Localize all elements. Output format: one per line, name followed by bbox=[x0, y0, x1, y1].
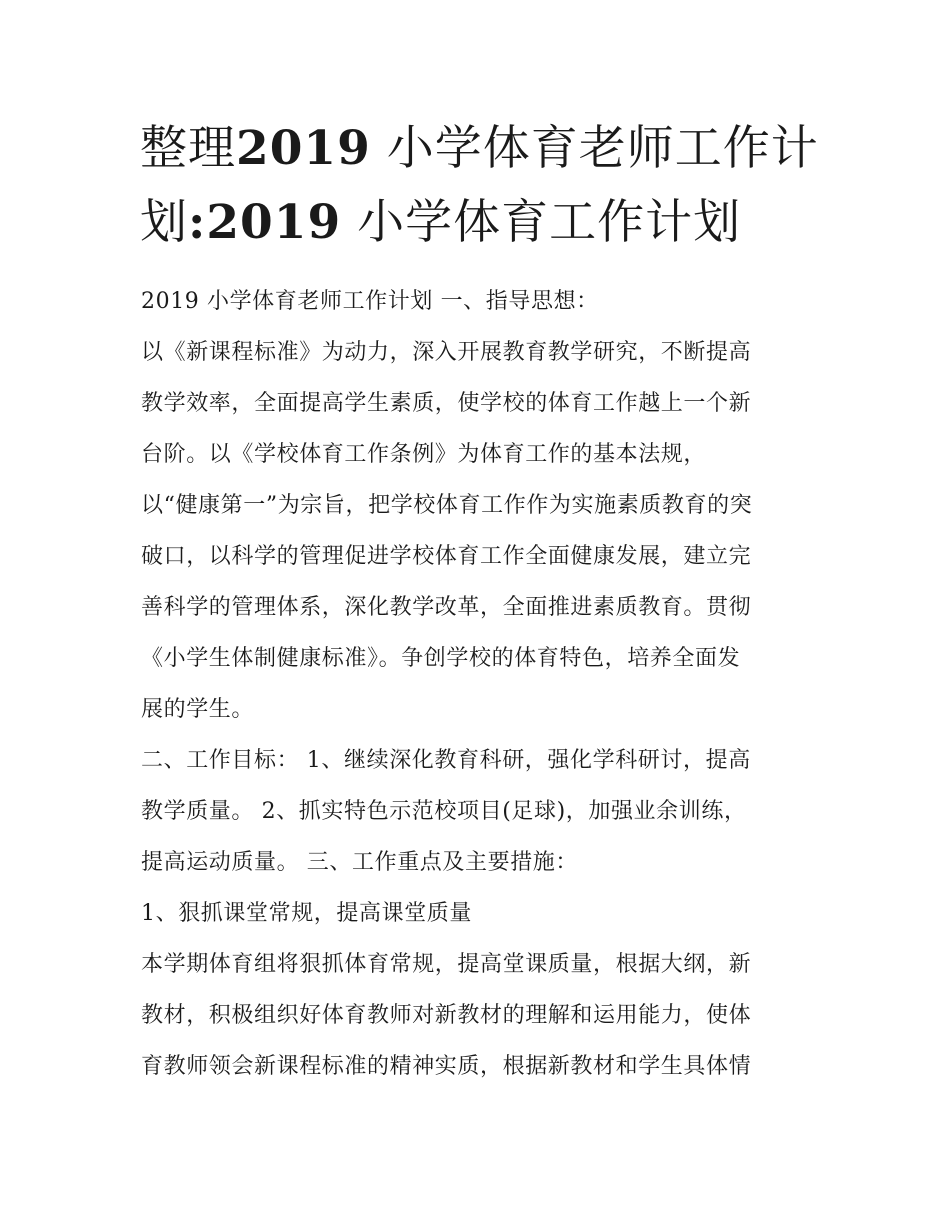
body-line: 教学效率，全面提高学生素质，使学校的体育工作越上一个新 bbox=[141, 391, 752, 416]
body-line: 教材，积极组织好体育教师对新教材的理解和运用能力，使体 bbox=[141, 1003, 752, 1028]
title-text: 整理 bbox=[140, 121, 236, 176]
body-line: 二、工作目标： 1、继续深化教育科研，强化学科研讨，提高 bbox=[141, 748, 751, 773]
body-line: 破口，以科学的管理促进学校体育工作全面健康发展，建立完 bbox=[141, 544, 752, 569]
title-year: 2019 bbox=[236, 121, 371, 176]
body-line: 教学质量。 2、抓实特色示范校项目(足球)，加强业余训练， bbox=[141, 799, 747, 824]
title-text: 小学体育工作计划 bbox=[341, 195, 742, 250]
document-title bbox=[140, 112, 830, 260]
body-line: 善科学的管理体系，深化教学改革，全面推进素质教育。贯彻 bbox=[141, 595, 752, 620]
body-line: 本学期体育组将狠抓体育常规，提高堂课质量，根据大纲，新 bbox=[141, 952, 752, 977]
title-text: 小学体育老师工作计 bbox=[370, 121, 819, 176]
body-line: 提高运动质量。 三、工作重点及主要措施： bbox=[141, 850, 578, 875]
body-line: 展的学生。 bbox=[141, 697, 255, 722]
document-body bbox=[141, 276, 826, 1092]
body-line: 台阶。以《学校体育工作条例》为体育工作的基本法规， bbox=[141, 442, 707, 467]
body-line: 2019 小学体育老师工作计划 一、指导思想： bbox=[141, 289, 599, 314]
title-line-2 bbox=[140, 186, 830, 260]
body-line: 以《新课程标准》为动力，深入开展教育教学研究，不断提高 bbox=[141, 340, 752, 365]
body-line: 1、狠抓课堂常规，提高课堂质量 bbox=[141, 901, 472, 926]
body-line: 育教师领会新课程标准的精神实质，根据新教材和学生具体情 bbox=[141, 1054, 752, 1079]
title-text: 划 bbox=[140, 195, 188, 250]
title-year: :2019 bbox=[188, 195, 342, 250]
body-line: 以“健康第一”为宗旨，把学校体育工作作为实施素质教育的突 bbox=[141, 493, 753, 518]
body-line: 《小学生体制健康标准》。争创学校的体育特色，培养全面发 bbox=[141, 646, 741, 671]
title-line-1 bbox=[140, 112, 830, 186]
